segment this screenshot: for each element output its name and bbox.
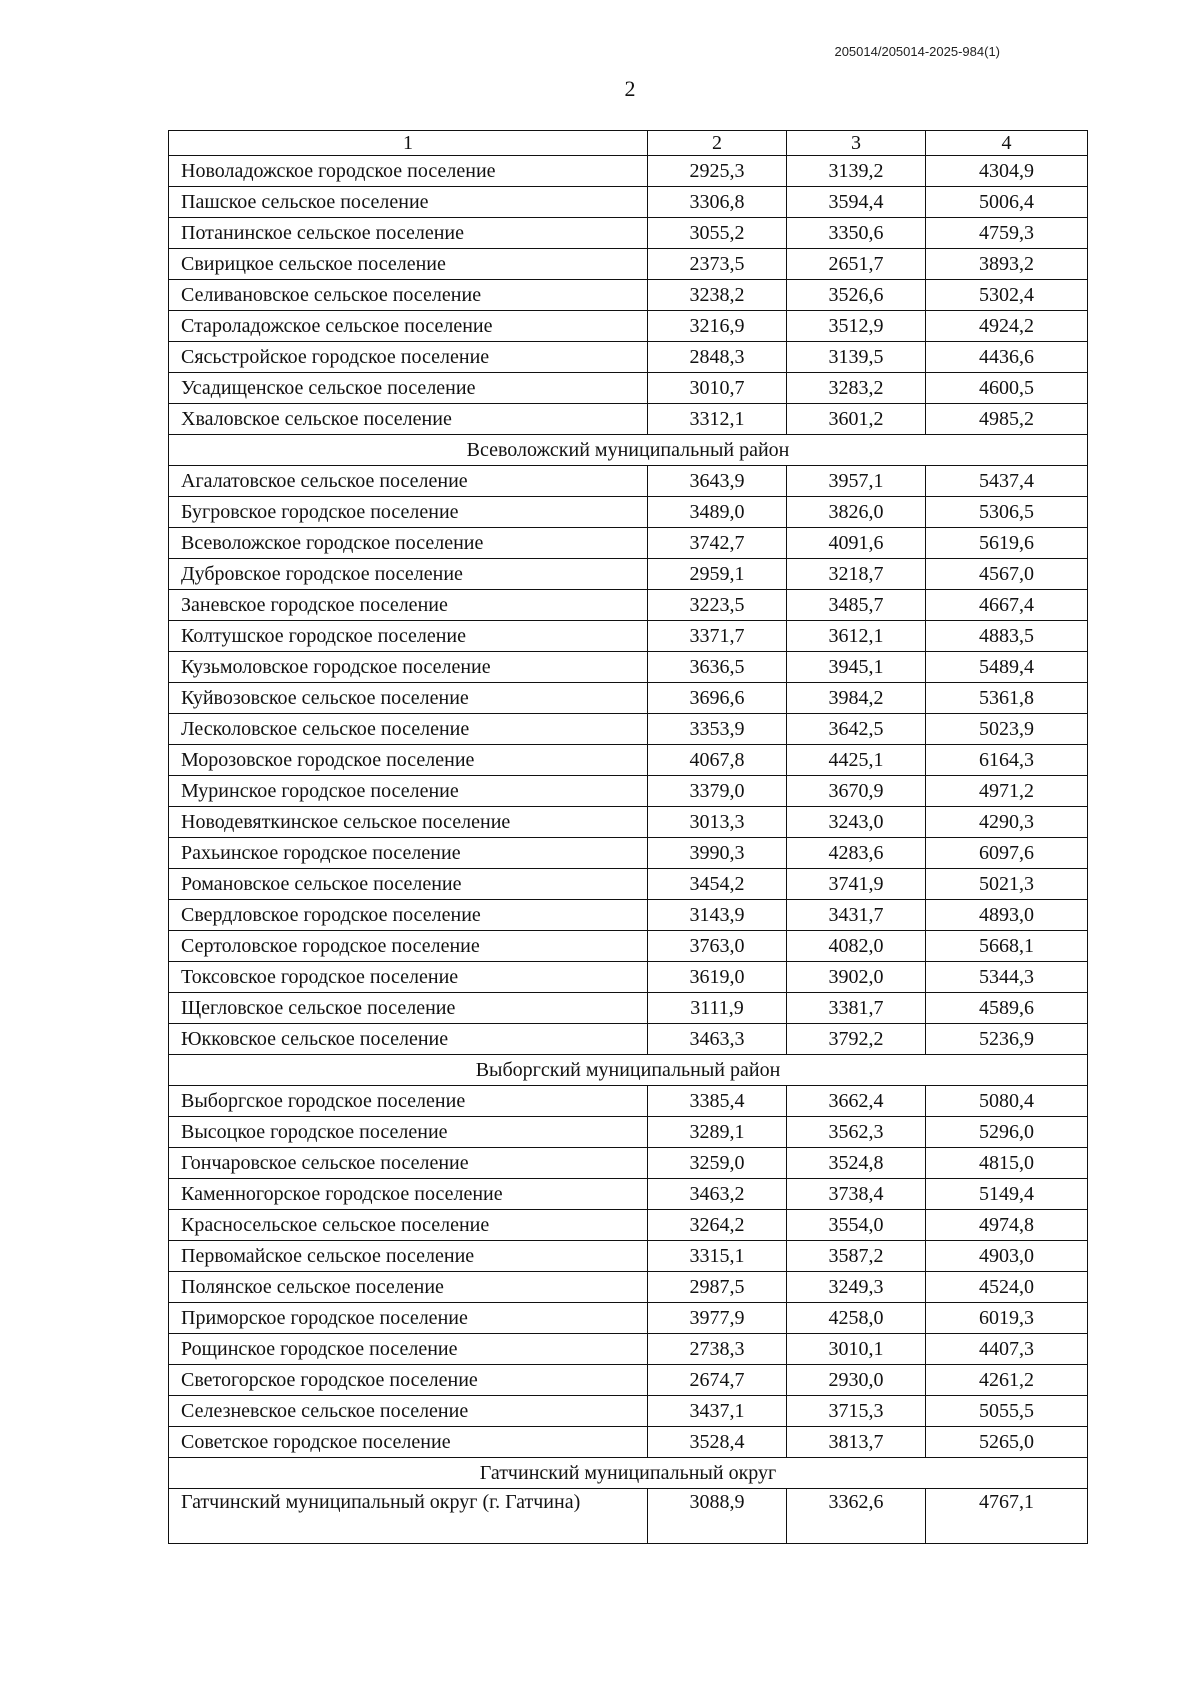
table-row [169, 342, 1088, 373]
value-col3-cell: 3010,1 [787, 1334, 926, 1365]
value-col4-cell: 5080,4 [926, 1086, 1088, 1117]
value-col2-cell: 3990,3 [648, 838, 787, 869]
table-row [169, 1148, 1088, 1179]
value-col3-cell: 3741,9 [787, 869, 926, 900]
table-row [169, 218, 1088, 249]
value-col4-cell: 5668,1 [926, 931, 1088, 962]
column-header: 4 [926, 131, 1088, 156]
value-col4-cell: 5055,5 [926, 1396, 1088, 1427]
settlement-name-cell: Красносельское сельское поселение [169, 1210, 648, 1241]
settlement-name-cell: Первомайское сельское поселение [169, 1241, 648, 1272]
value-col2-cell: 3216,9 [648, 311, 787, 342]
value-col2-cell: 3088,9 [648, 1489, 787, 1544]
table-row [169, 962, 1088, 993]
value-col4-cell: 5489,4 [926, 652, 1088, 683]
value-col4-cell: 5302,4 [926, 280, 1088, 311]
value-col2-cell: 3306,8 [648, 187, 787, 218]
value-col2-cell: 3696,6 [648, 683, 787, 714]
value-col2-cell: 3238,2 [648, 280, 787, 311]
settlement-name-cell: Романовское сельское поселение [169, 869, 648, 900]
table-row [169, 714, 1088, 745]
value-col3-cell: 3601,2 [787, 404, 926, 435]
value-col4-cell: 3893,2 [926, 249, 1088, 280]
value-col2-cell: 3619,0 [648, 962, 787, 993]
table-row [169, 1396, 1088, 1427]
settlement-name-cell: Колтушское городское поселение [169, 621, 648, 652]
value-col2-cell: 2738,3 [648, 1334, 787, 1365]
value-col2-cell: 3528,4 [648, 1427, 787, 1458]
settlement-name-cell: Новоладожское городское поселение [169, 156, 648, 187]
value-col3-cell: 3587,2 [787, 1241, 926, 1272]
settlement-name-cell: Селезневское сельское поселение [169, 1396, 648, 1427]
table-row [169, 559, 1088, 590]
settlement-name-cell: Каменногорское городское поселение [169, 1179, 648, 1210]
page-number: 2 [624, 76, 636, 101]
table-row [169, 466, 1088, 497]
value-col2-cell: 3371,7 [648, 621, 787, 652]
value-col2-cell: 3289,1 [648, 1117, 787, 1148]
table-header-row [169, 131, 1088, 156]
value-col4-cell: 4600,5 [926, 373, 1088, 404]
value-col3-cell: 2930,0 [787, 1365, 926, 1396]
settlement-name-cell: Дубровское городское поселение [169, 559, 648, 590]
settlement-name-cell: Заневское городское поселение [169, 590, 648, 621]
value-col3-cell: 3554,0 [787, 1210, 926, 1241]
settlement-name-cell: Селивановское сельское поселение [169, 280, 648, 311]
table-row [169, 776, 1088, 807]
value-col3-cell: 3526,6 [787, 280, 926, 311]
value-col2-cell: 2674,7 [648, 1365, 787, 1396]
value-col3-cell: 3670,9 [787, 776, 926, 807]
section-title: Выборгский муниципальный район [169, 1055, 1088, 1086]
settlement-name-cell: Свирицкое сельское поселение [169, 249, 648, 280]
value-col4-cell: 5296,0 [926, 1117, 1088, 1148]
settlement-name-cell: Морозовское городское поселение [169, 745, 648, 776]
settlement-name-cell: Юкковское сельское поселение [169, 1024, 648, 1055]
section-title: Гатчинский муниципальный округ [169, 1458, 1088, 1489]
table-row [169, 1272, 1088, 1303]
settlement-name-cell: Полянское сельское поселение [169, 1272, 648, 1303]
value-col2-cell: 4067,8 [648, 745, 787, 776]
value-col2-cell: 3636,5 [648, 652, 787, 683]
value-col3-cell: 3738,4 [787, 1179, 926, 1210]
value-col3-cell: 3642,5 [787, 714, 926, 745]
value-col3-cell: 4258,0 [787, 1303, 926, 1334]
value-col2-cell: 2373,5 [648, 249, 787, 280]
value-col3-cell: 3249,3 [787, 1272, 926, 1303]
column-header: 3 [787, 131, 926, 156]
value-col3-cell: 3662,4 [787, 1086, 926, 1117]
settlement-name-cell: Новодевяткинское сельское поселение [169, 807, 648, 838]
value-col4-cell: 4290,3 [926, 807, 1088, 838]
settlement-name-cell: Пашское сельское поселение [169, 187, 648, 218]
value-col4-cell: 5265,0 [926, 1427, 1088, 1458]
value-col4-cell: 5361,8 [926, 683, 1088, 714]
value-col3-cell: 4425,1 [787, 745, 926, 776]
value-col2-cell: 3385,4 [648, 1086, 787, 1117]
settlement-name-cell: Гатчинский муниципальный округ (г. Гатчина) [169, 1489, 648, 1544]
table-row [169, 900, 1088, 931]
table-row [169, 1489, 1088, 1544]
value-col2-cell: 3312,1 [648, 404, 787, 435]
table-row [169, 1303, 1088, 1334]
table-row [169, 683, 1088, 714]
value-col3-cell: 3612,1 [787, 621, 926, 652]
settlement-name-cell: Потанинское сельское поселение [169, 218, 648, 249]
table-row [169, 745, 1088, 776]
table-row [169, 807, 1088, 838]
value-col4-cell: 6164,3 [926, 745, 1088, 776]
value-col3-cell: 4082,0 [787, 931, 926, 962]
value-col4-cell: 4903,0 [926, 1241, 1088, 1272]
value-col4-cell: 5344,3 [926, 962, 1088, 993]
table-row [169, 1086, 1088, 1117]
section-row [169, 435, 1088, 466]
value-col4-cell: 4883,5 [926, 621, 1088, 652]
document-id: 205014/205014-2025-984(1) [834, 44, 1000, 59]
value-col4-cell: 5023,9 [926, 714, 1088, 745]
value-col4-cell: 4524,0 [926, 1272, 1088, 1303]
settlement-name-cell: Муринское городское поселение [169, 776, 648, 807]
value-col4-cell: 5006,4 [926, 187, 1088, 218]
value-col4-cell: 4589,6 [926, 993, 1088, 1024]
value-col3-cell: 3218,7 [787, 559, 926, 590]
value-col3-cell: 3792,2 [787, 1024, 926, 1055]
table-row [169, 373, 1088, 404]
value-col2-cell: 3055,2 [648, 218, 787, 249]
value-col4-cell: 4815,0 [926, 1148, 1088, 1179]
settlement-name-cell: Всеволожское городское поселение [169, 528, 648, 559]
value-col2-cell: 3763,0 [648, 931, 787, 962]
value-col4-cell: 4304,9 [926, 156, 1088, 187]
settlement-name-cell: Куйвозовское сельское поселение [169, 683, 648, 714]
value-col2-cell: 3264,2 [648, 1210, 787, 1241]
value-col4-cell: 5149,4 [926, 1179, 1088, 1210]
table-row [169, 528, 1088, 559]
value-col3-cell: 2651,7 [787, 249, 926, 280]
table-row [169, 590, 1088, 621]
table-row [169, 931, 1088, 962]
value-col2-cell: 3223,5 [648, 590, 787, 621]
value-col3-cell: 3381,7 [787, 993, 926, 1024]
settlement-name-cell: Токсовское городское поселение [169, 962, 648, 993]
value-col4-cell: 4407,3 [926, 1334, 1088, 1365]
value-col2-cell: 3643,9 [648, 466, 787, 497]
table-row [169, 1241, 1088, 1272]
value-col3-cell: 3350,6 [787, 218, 926, 249]
value-col4-cell: 6019,3 [926, 1303, 1088, 1334]
value-col2-cell: 3111,9 [648, 993, 787, 1024]
value-col3-cell: 3715,3 [787, 1396, 926, 1427]
settlement-name-cell: Хваловское сельское поселение [169, 404, 648, 435]
value-col2-cell: 3463,3 [648, 1024, 787, 1055]
value-col2-cell: 3379,0 [648, 776, 787, 807]
value-col2-cell: 2925,3 [648, 156, 787, 187]
value-col4-cell: 4971,2 [926, 776, 1088, 807]
table-row [169, 187, 1088, 218]
table-row [169, 156, 1088, 187]
value-col2-cell: 2848,3 [648, 342, 787, 373]
table-row [169, 838, 1088, 869]
value-col4-cell: 4261,2 [926, 1365, 1088, 1396]
value-col3-cell: 3243,0 [787, 807, 926, 838]
value-col2-cell: 3010,7 [648, 373, 787, 404]
settlement-name-cell: Лесколовское сельское поселение [169, 714, 648, 745]
settlement-name-cell: Бугровское городское поселение [169, 497, 648, 528]
value-col3-cell: 3984,2 [787, 683, 926, 714]
value-col2-cell: 3489,0 [648, 497, 787, 528]
settlement-name-cell: Рощинское городское поселение [169, 1334, 648, 1365]
value-col3-cell: 3139,5 [787, 342, 926, 373]
table-row [169, 280, 1088, 311]
value-col3-cell: 3283,2 [787, 373, 926, 404]
value-col4-cell: 6097,6 [926, 838, 1088, 869]
settlement-name-cell: Выборгское городское поселение [169, 1086, 648, 1117]
table-row [169, 1024, 1088, 1055]
value-col3-cell: 4283,6 [787, 838, 926, 869]
settlement-name-cell: Свердловское городское поселение [169, 900, 648, 931]
settlement-name-cell: Светогорское городское поселение [169, 1365, 648, 1396]
value-col4-cell: 4667,4 [926, 590, 1088, 621]
value-col2-cell: 2959,1 [648, 559, 787, 590]
value-col3-cell: 3902,0 [787, 962, 926, 993]
settlement-name-cell: Гончаровское сельское поселение [169, 1148, 648, 1179]
settlement-name-cell: Советское городское поселение [169, 1427, 648, 1458]
value-col2-cell: 3463,2 [648, 1179, 787, 1210]
value-col2-cell: 3977,9 [648, 1303, 787, 1334]
value-col4-cell: 4893,0 [926, 900, 1088, 931]
value-col4-cell: 5306,5 [926, 497, 1088, 528]
value-col3-cell: 3524,8 [787, 1148, 926, 1179]
value-col4-cell: 4985,2 [926, 404, 1088, 435]
value-col3-cell: 3594,4 [787, 187, 926, 218]
value-col2-cell: 3315,1 [648, 1241, 787, 1272]
value-col4-cell: 5619,6 [926, 528, 1088, 559]
table-row [169, 621, 1088, 652]
value-col3-cell: 3562,3 [787, 1117, 926, 1148]
value-col2-cell: 3454,2 [648, 869, 787, 900]
value-col2-cell: 3742,7 [648, 528, 787, 559]
table-row [169, 1334, 1088, 1365]
table-row [169, 1427, 1088, 1458]
value-col3-cell: 3139,2 [787, 156, 926, 187]
settlement-name-cell: Усадищенское сельское поселение [169, 373, 648, 404]
settlement-name-cell: Высоцкое городское поселение [169, 1117, 648, 1148]
data-table [168, 130, 1088, 1544]
settlement-name-cell: Щегловское сельское поселение [169, 993, 648, 1024]
table-row [169, 249, 1088, 280]
value-col2-cell: 3353,9 [648, 714, 787, 745]
section-row [169, 1458, 1088, 1489]
table-row [169, 1365, 1088, 1396]
value-col3-cell: 3431,7 [787, 900, 926, 931]
value-col4-cell: 4767,1 [926, 1489, 1088, 1544]
value-col4-cell: 4567,0 [926, 559, 1088, 590]
section-row [169, 1055, 1088, 1086]
value-col2-cell: 3143,9 [648, 900, 787, 931]
table-row [169, 652, 1088, 683]
value-col4-cell: 4436,6 [926, 342, 1088, 373]
value-col2-cell: 3259,0 [648, 1148, 787, 1179]
value-col2-cell: 2987,5 [648, 1272, 787, 1303]
settlement-name-cell: Староладожское сельское поселение [169, 311, 648, 342]
value-col3-cell: 3813,7 [787, 1427, 926, 1458]
section-title: Всеволожский муниципальный район [169, 435, 1088, 466]
table-row [169, 311, 1088, 342]
settlement-name-cell: Сясьстройское городское поселение [169, 342, 648, 373]
value-col2-cell: 3437,1 [648, 1396, 787, 1427]
value-col3-cell: 3826,0 [787, 497, 926, 528]
value-col4-cell: 5236,9 [926, 1024, 1088, 1055]
value-col3-cell: 3945,1 [787, 652, 926, 683]
settlement-name-cell: Приморское городское поселение [169, 1303, 648, 1334]
value-col4-cell: 5021,3 [926, 869, 1088, 900]
value-col3-cell: 4091,6 [787, 528, 926, 559]
table-row [169, 497, 1088, 528]
settlement-name-cell: Кузьмоловское городское поселение [169, 652, 648, 683]
column-header: 1 [169, 131, 648, 156]
value-col4-cell: 4759,3 [926, 218, 1088, 249]
table-row [169, 1210, 1088, 1241]
value-col2-cell: 3013,3 [648, 807, 787, 838]
table-row [169, 869, 1088, 900]
settlement-name-cell: Агалатовское сельское поселение [169, 466, 648, 497]
value-col3-cell: 3957,1 [787, 466, 926, 497]
column-header: 2 [648, 131, 787, 156]
table-row [169, 993, 1088, 1024]
value-col3-cell: 3485,7 [787, 590, 926, 621]
value-col4-cell: 4974,8 [926, 1210, 1088, 1241]
table-row [169, 1117, 1088, 1148]
settlement-name-cell: Сертоловское городское поселение [169, 931, 648, 962]
value-col4-cell: 5437,4 [926, 466, 1088, 497]
value-col3-cell: 3512,9 [787, 311, 926, 342]
table-row [169, 404, 1088, 435]
value-col3-cell: 3362,6 [787, 1489, 926, 1544]
settlement-name-cell: Рахьинское городское поселение [169, 838, 648, 869]
table-row [169, 1179, 1088, 1210]
value-col4-cell: 4924,2 [926, 311, 1088, 342]
